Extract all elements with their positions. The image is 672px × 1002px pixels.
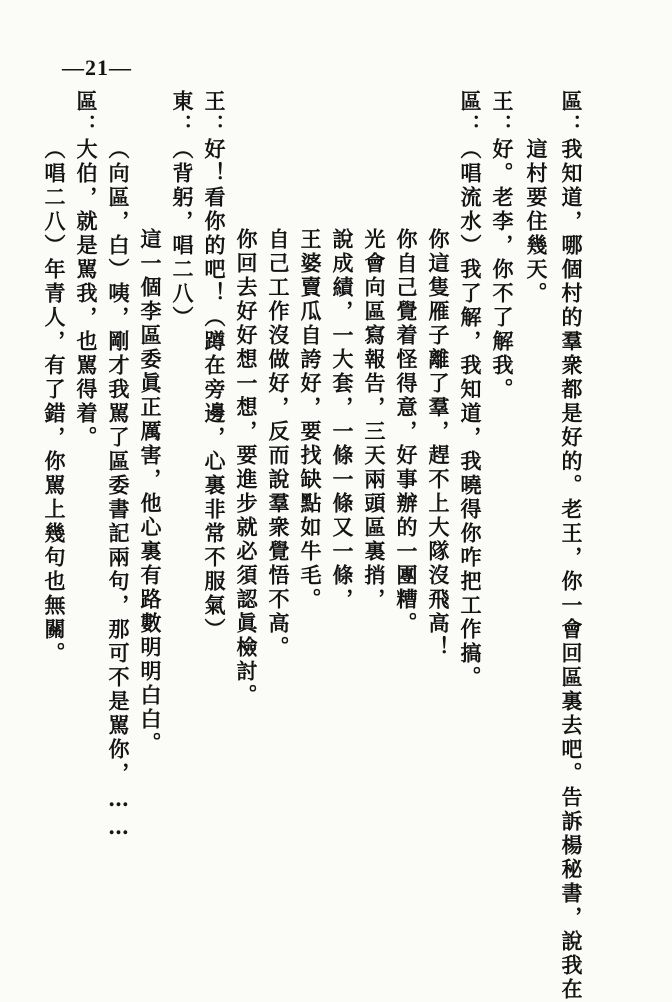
text-column: 王：好！看你的吧！（蹲在旁邊，心裏非常不服氣） bbox=[202, 90, 227, 642]
text-column: 你這隻雁子離了羣，趕不上大隊沒飛高！ bbox=[426, 228, 451, 660]
text-column: （唱二八）年青人，有了錯，你駡上幾句也無關。 bbox=[42, 138, 67, 666]
text-column: 你自己覺着怪得意，好事辦的一團糟。 bbox=[394, 228, 419, 636]
text-column: 東：（背躬，唱二八） bbox=[170, 90, 195, 330]
text-column: 區：大伯，就是駡我，也駡得着。 bbox=[74, 90, 99, 450]
text-column: 王婆賣瓜自誇好，要找缺點如牛毛。 bbox=[298, 228, 323, 612]
text-column: 你回去好好想一想，要進步就必須認眞檢討。 bbox=[234, 228, 259, 708]
page-number: —21— bbox=[62, 55, 132, 80]
text-column: 這村要住幾天。 bbox=[524, 138, 549, 306]
text-column: 光會向區寫報告，三天兩頭區裏捎， bbox=[362, 228, 387, 612]
text-column: 王：好。老李，你不了解我。 bbox=[490, 90, 515, 402]
text-column: 說成績，一大套，一條一條又一條， bbox=[330, 228, 355, 612]
text-column: 這一個李區委眞正厲害，他心裏有路數明明白白。 bbox=[138, 228, 163, 756]
text-column: 自己工作沒做好，反而說羣衆覺悟不高。 bbox=[266, 228, 291, 660]
text-column: 區：我知道，哪個村的羣衆都是好的。老王，你一會回區裏去吧。告訴楊秘書，說我在 bbox=[559, 90, 584, 1002]
text-column: （向區，白）咦，剛才我駡了區委書記兩句，那可不是駡你，…… bbox=[106, 138, 131, 842]
text-column: 區：（唱流水）我了解，我知道，我曉得你咋把工作搞。 bbox=[458, 90, 483, 690]
